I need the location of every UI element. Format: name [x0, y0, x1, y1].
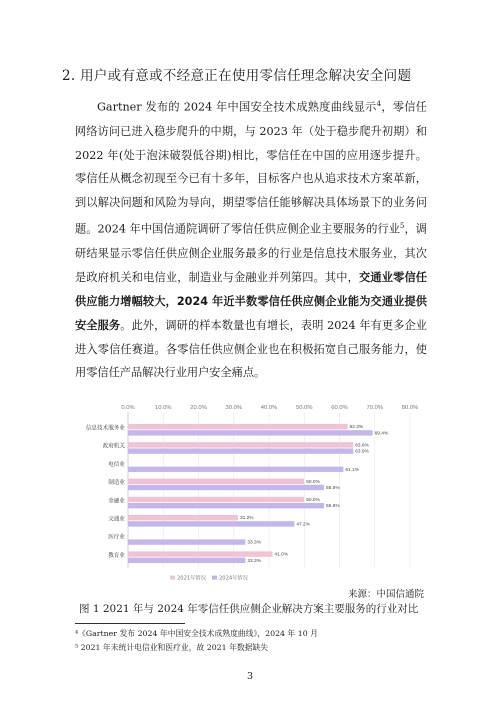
legend-label: 2021年情况 — [177, 575, 206, 582]
x-tick-label: 0.0% — [121, 405, 135, 411]
x-tick-label: 80.0% — [401, 405, 419, 411]
category-label: 教育业 — [108, 552, 125, 559]
x-tick-label: 70.0% — [366, 405, 383, 411]
paragraph-part-4: 。此外，调研的样本数量也有增长，表明 2024 年有更多企业进入零信任赛道。各零信任供应侧企业也在积极拓宽自己服务能力，使用零信任产品解决行业用户安全痛点。 — [75, 318, 427, 380]
chart-source: 来源：中国信通院 — [347, 589, 424, 600]
page-number: 3 — [246, 671, 254, 682]
bar-2024 — [128, 539, 245, 544]
data-label: 31.2% — [239, 516, 254, 522]
data-label: 33.3% — [247, 558, 261, 564]
category-label: 交通业 — [108, 516, 125, 523]
data-label: 55.6% — [325, 504, 340, 510]
body-paragraph — [75, 93, 427, 385]
paragraph-part-3: ，调研结果显示零信任供应侧企业服务最多的行业是信息技术服务业，其次是政府机关和电信业，制造业与金融业并列第四。其中， — [75, 223, 427, 284]
bar-2024 — [128, 448, 353, 453]
bar-2021 — [128, 551, 273, 556]
category-label: 医疗业 — [108, 534, 125, 541]
data-label: 41.0% — [274, 552, 289, 558]
bar-2024 — [128, 467, 343, 472]
bar-2024 — [128, 485, 324, 490]
bar-2024 — [128, 430, 373, 435]
data-label: 63.9% — [355, 443, 369, 449]
footnote-ref-5[interactable]: 5 — [399, 222, 405, 231]
bar-2024 — [128, 503, 324, 508]
bar-2024 — [128, 558, 245, 563]
bar-2021 — [128, 497, 304, 502]
x-tick-label: 10.0% — [155, 405, 172, 411]
x-tick-label: 40.0% — [260, 405, 278, 411]
footnote-ref-4[interactable]: 4 — [376, 100, 382, 108]
data-label: 33.3% — [247, 540, 261, 546]
category-label: 政府机关 — [102, 443, 125, 450]
data-label: 69.4% — [374, 431, 389, 437]
data-label: 47.2% — [296, 522, 310, 528]
footnotes — [75, 627, 318, 655]
data-label: 61.1% — [345, 467, 359, 473]
x-tick-label: 60.0% — [331, 405, 348, 411]
category-label: 制造业 — [108, 480, 125, 487]
x-tick-label: 50.0% — [296, 405, 313, 411]
footnote-4: ⁴《Gartner 发布 2024 年中国安全技术成熟度曲线》，2024 年 10 月 — [75, 629, 318, 638]
legend-swatch — [170, 576, 175, 580]
data-label: 50.0% — [306, 498, 320, 503]
data-label: 63.9% — [355, 449, 369, 455]
bar-2024 — [128, 521, 294, 526]
section-heading: 2. 用户或有意或不经意正在使用零信任理念解决安全问题 — [62, 68, 412, 84]
x-tick-label: 30.0% — [225, 405, 242, 411]
bar-2021 — [128, 479, 304, 484]
legend-swatch — [212, 576, 217, 580]
legend-label: 2024年情况 — [219, 575, 248, 582]
data-label: 55.6% — [325, 486, 340, 491]
data-label: 62.3% — [349, 425, 364, 431]
data-label: 50.0% — [306, 479, 320, 485]
footnote-divider — [75, 623, 185, 624]
paragraph-bold-highlight: 交通业零信任供应能力增幅较大，2024 年近半数零信任供应侧企业能为交通业提供安全服务 — [75, 270, 427, 332]
bar-2021 — [128, 442, 353, 447]
figure-caption: 图 1 2021 年与 2024 年零信任供应侧企业解决方案主要服务的行业对比 — [79, 603, 419, 615]
bar-2021 — [128, 424, 348, 429]
footnote-5: ⁵ 2021 年未统计电信业和医疗业，故 2021 年数据缺失 — [75, 643, 269, 652]
paragraph-part-1: Gartner 发布的 2024 年中国安全技术成熟度曲线显示 — [97, 100, 377, 114]
industry-bar-chart — [70, 400, 430, 585]
x-tick-label: 20.0% — [190, 405, 207, 411]
category-label: 电信业 — [108, 461, 125, 468]
category-label: 信息技术服务业 — [85, 425, 125, 432]
category-label: 金融业 — [108, 498, 125, 505]
bar-2021 — [128, 515, 238, 520]
paragraph-part-2: ，零信任网络访问已进入稳步爬升的中期，与 2023 年（处于稳步爬升初期）和 2022 年(处于泡沫破裂低谷期)相比，零信任在中国的应用逐步提升。零信任从概念初现至今已有十多年，目标客户也从追求技术方案革新，到以解决问题和风险为导向，期望零信任能够解决具体场景下的业务问题。2024 年中国信通院调研了零信任供应侧企业主要服务的行业 — [75, 100, 427, 236]
